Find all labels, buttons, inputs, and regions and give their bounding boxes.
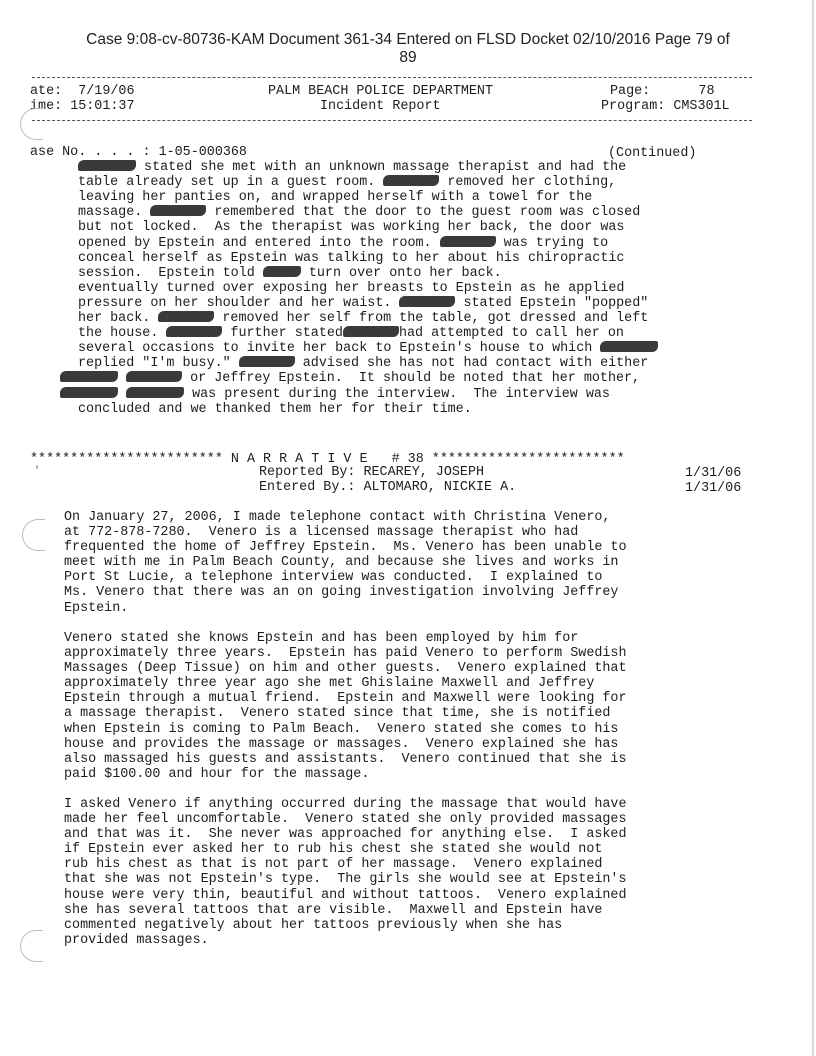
continued-line xyxy=(78,356,648,371)
continued-text: was present during the interview. The interview was xyxy=(184,386,610,402)
program-line: Program: CMS301L xyxy=(601,99,730,114)
reported-date: 1/31/06 xyxy=(685,466,742,481)
reported-by-line: Reported By: RECAREY, JOSEPH xyxy=(259,465,485,480)
continued-text: concluded and we thanked them her for their time. xyxy=(78,401,472,417)
narrative-paragraph-2: Venero stated she knows Epstein and has been employed by him for approximately three years. Epstein has paid Venero to perform Swedish Massages (Deep Tissue) on him and other guests. Venero explained that approximately three year ago she met Ghislaine Maxwell and Jeffrey Epstein through a mutual friend. Epstein and Maxwell were looking for a massage therapist. Venero stated since that time, she is notified when Epstein is coming to Palm Beach. Venero stated she comes to his house and provides the massage or massages. Venero explained she has also massaged his guests and assistants. Venero continued that she is paid $100.00 and hour for the massage. xyxy=(64,631,627,782)
department-name: PALM BEACH POLICE DEPARTMENT xyxy=(268,84,493,99)
narrative-banner: ************************ N A R R A T I V E # 38 ************************ xyxy=(30,452,625,467)
continued-label: (Continued) xyxy=(608,146,697,161)
court-filing-header-line1: Case 9:08-cv-80736-KAM Document 361-34 Entered on FLSD Docket 02/10/2016 Page 79 of xyxy=(86,31,730,48)
report-title: Incident Report xyxy=(320,99,441,114)
continued-line xyxy=(78,175,616,190)
binder-hole-mark xyxy=(20,930,43,962)
redaction-block xyxy=(383,175,439,186)
continued-line xyxy=(78,266,510,281)
scan-edge xyxy=(812,0,814,1056)
page-line: Page: 78 xyxy=(610,84,715,99)
continued-line xyxy=(78,205,640,220)
continued-text: massage. xyxy=(78,205,151,221)
continued-text: table already set up in a guest room. xyxy=(78,175,384,191)
continued-text: or Jeffrey Epstein. It should be noted that her mother, xyxy=(182,371,641,387)
continued-text: removed her clothing, xyxy=(439,175,617,191)
reported-by: RECAREY, JOSEPH xyxy=(363,465,485,480)
redaction-block xyxy=(150,205,206,216)
continued-line xyxy=(78,296,648,311)
continued-line xyxy=(78,236,608,251)
continued-text: turn over onto her back. xyxy=(300,265,510,281)
narrative-paragraph-1: On January 27, 2006, I made telephone contact with Christina Venero, at 772-878-7280. Venero is a licensed massage therapist who had frequented the home of Jeffrey Epstein. Ms. Venero has been unable to meet with me in Palm Beach County, and because she lives and works in Port St Lucie, a telephone interview was conducted. I explained to Ms. Venero that there was an on going investigation involving Jeffrey Epstein. xyxy=(64,510,627,616)
continued-line xyxy=(78,281,624,296)
court-filing-header-line2: 89 xyxy=(399,49,417,66)
continued-text: pressure on her shoulder and her waist. xyxy=(78,295,400,311)
continued-text: eventually turned over exposing her breasts to Epstein as he applied xyxy=(78,280,625,296)
redaction-block xyxy=(600,341,658,352)
continued-text xyxy=(118,371,126,386)
redaction-block xyxy=(263,266,301,277)
continued-text: was trying to xyxy=(495,235,609,251)
continued-text: her back. xyxy=(78,311,159,326)
continued-line xyxy=(60,371,640,386)
entered-date: 1/31/06 xyxy=(685,481,742,496)
time-line: ime: 15:01:37 xyxy=(30,99,135,114)
continued-text: remembered that the door to the guest room was closed xyxy=(206,205,641,221)
continued-text xyxy=(118,387,126,402)
continued-text: replied "I'm busy." xyxy=(78,356,239,372)
report-time: 15:01:37 xyxy=(70,99,135,114)
continued-text: leaving her panties on, and wrapped herself with a towel for the xyxy=(78,190,593,206)
binder-hole-mark xyxy=(20,108,43,140)
continued-text: session. Epstein told xyxy=(78,265,263,281)
continued-text: but not locked. As the therapist was working her back, the door was xyxy=(78,220,625,236)
program-code: CMS301L xyxy=(673,99,730,114)
continued-text: advised she has not had contact with either xyxy=(294,356,649,372)
entered-by: ALTOMARO, NICKIE A. xyxy=(363,480,517,495)
continued-text: several occasions to invite her back to Epstein's house to which xyxy=(78,341,601,357)
redaction-block xyxy=(343,326,399,337)
continued-text: conceal herself as Epstein was talking to her about his chiropractic xyxy=(78,250,625,266)
continued-line xyxy=(78,160,626,175)
page-number: 78 xyxy=(698,84,715,99)
continued-line xyxy=(78,251,624,266)
continued-text: further stated xyxy=(222,326,343,342)
continued-text: the house. xyxy=(78,326,167,342)
redaction-block xyxy=(166,326,222,337)
redaction-block xyxy=(60,371,118,382)
header-divider xyxy=(32,120,752,121)
report-date: 7/19/06 xyxy=(78,84,135,99)
continued-line xyxy=(60,387,610,402)
entered-by-line: Entered By.: ALTOMARO, NICKIE A. xyxy=(259,480,517,495)
continued-line xyxy=(78,220,624,235)
binder-hole-mark xyxy=(22,519,45,551)
continued-line xyxy=(78,402,472,417)
continued-text: stated she met with an unknown massage therapist and had the xyxy=(136,160,627,175)
redaction-block xyxy=(239,356,295,367)
redaction-block xyxy=(78,160,136,171)
redaction-block xyxy=(158,311,214,322)
continued-text: removed her self from the table, got dressed and left xyxy=(214,311,649,326)
continued-line xyxy=(78,341,658,356)
redaction-block xyxy=(126,387,184,398)
date-line: ate: 7/19/06 xyxy=(30,84,135,99)
continued-text: had attempted to call her on xyxy=(398,326,624,342)
redaction-block xyxy=(60,387,118,398)
continued-text: opened by Epstein and entered into the room. xyxy=(78,235,440,251)
case-number: ase No. . . . : 1-05-000368 xyxy=(30,145,247,160)
redaction-block xyxy=(440,236,496,247)
continued-text: stated Epstein "popped" xyxy=(455,295,649,311)
top-divider xyxy=(32,77,752,78)
narrative-paragraph-3: I asked Venero if anything occurred during the massage that would have made her feel uncomfortable. Venero stated she only provided massages and that was it. She never was approached for anything else. I asked if Epstein ever asked her to rub his chest she stated she would not rub his chest as that is not part of her massage. Venero explained that she was not Epstein's type. The girls she would see at Epstein's house were very thin, beautiful and without tattoos. Venero explained she has several tattoos that are visible. Maxwell and Epstein have commented negatively about her tattoos previously when she has provided massages. xyxy=(64,797,627,948)
continued-line xyxy=(78,311,648,326)
continued-line xyxy=(78,326,624,341)
redaction-block xyxy=(399,296,455,307)
redaction-block xyxy=(126,371,182,382)
continued-line xyxy=(78,190,592,205)
scan-tick: ' xyxy=(34,466,41,477)
